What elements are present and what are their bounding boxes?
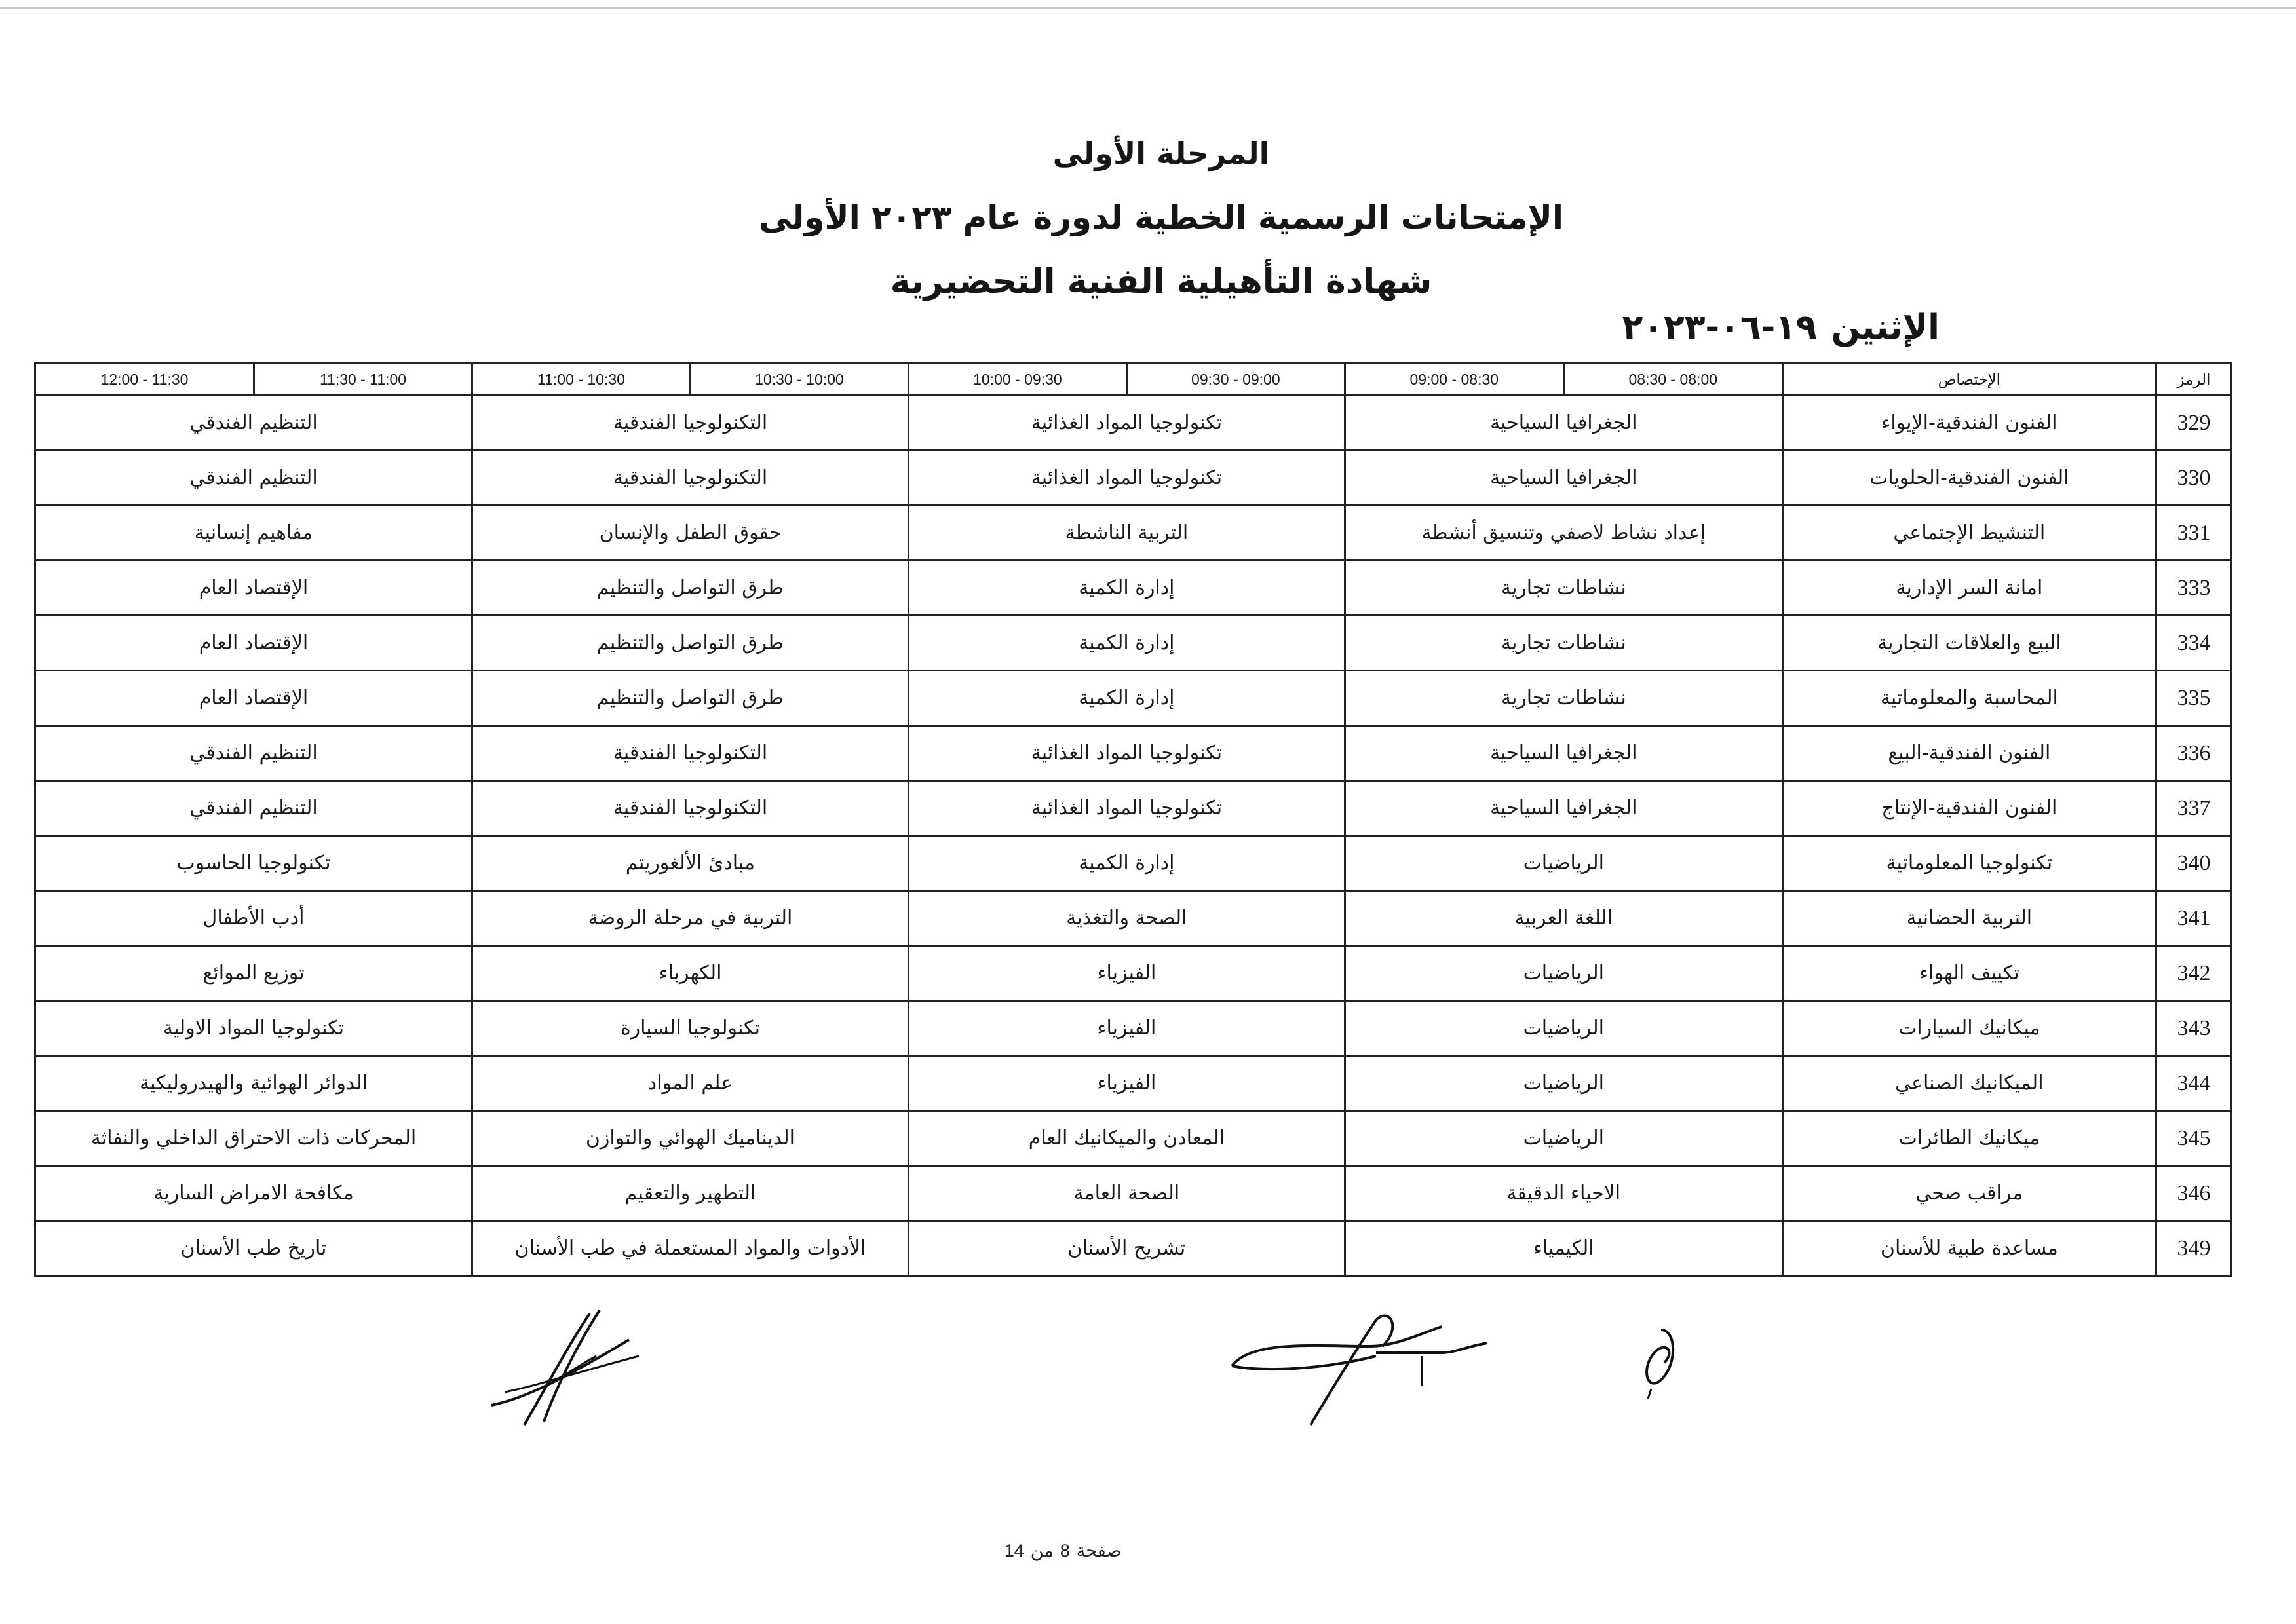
table-row: [35, 946, 2232, 1001]
subject-cell: تكنولوجيا المواد الغذائية: [908, 781, 1345, 836]
row-code: 329: [2156, 396, 2231, 451]
page-total: 14: [1004, 1541, 1024, 1560]
time-slot-header: 09:00 - 09:30: [1126, 364, 1345, 396]
subject-cell: طرق التواصل والتنظيم: [472, 561, 909, 616]
subject-cell: التكنولوجيا الفندقية: [472, 396, 909, 451]
subject-cell: الديناميك الهوائي والتوازن: [472, 1111, 909, 1166]
subject-cell: إعداد نشاط لاصفي وتنسيق أنشطة: [1345, 506, 1782, 561]
subject-cell: الفيزياء: [908, 1001, 1345, 1056]
subject-cell: تكنولوجيا المواد الغذائية: [908, 726, 1345, 781]
time-slot-header: 10:30 - 11:00: [472, 364, 691, 396]
subject-cell: التربية في مرحلة الروضة: [472, 891, 909, 946]
table-row: [35, 1166, 2232, 1221]
row-specialty: مراقب صحي: [1782, 1166, 2156, 1221]
row-specialty: ميكانيك السيارات: [1782, 1001, 2156, 1056]
subject-cell: تاريخ طب الأسنان: [35, 1221, 472, 1276]
row-specialty: ميكانيك الطائرات: [1782, 1111, 2156, 1166]
subject-cell: تكنولوجيا الحاسوب: [35, 836, 472, 891]
time-slot-header: 11:30 - 12:00: [35, 364, 254, 396]
subject-cell: الكهرباء: [472, 946, 909, 1001]
subject-cell: التنظيم الفندقي: [35, 396, 472, 451]
subject-cell: تشريح الأسنان: [908, 1221, 1345, 1276]
code-header: الرمز: [2156, 364, 2231, 396]
subject-cell: التكنولوجيا الفندقية: [472, 451, 909, 506]
time-slot-header: 10:00 - 10:30: [690, 364, 908, 396]
page-current: 8: [1060, 1541, 1070, 1560]
subject-cell: الرياضيات: [1345, 946, 1782, 1001]
subject-cell: الجغرافيا السياحية: [1345, 726, 1782, 781]
row-code: 336: [2156, 726, 2231, 781]
subject-cell: الفيزياء: [908, 1056, 1345, 1111]
table-row: [35, 616, 2232, 671]
subject-cell: الرياضيات: [1345, 1056, 1782, 1111]
subject-cell: الفيزياء: [908, 946, 1345, 1001]
row-code: 343: [2156, 1001, 2231, 1056]
row-code: 335: [2156, 671, 2231, 726]
subject-cell: تكنولوجيا المواد الغذائية: [908, 396, 1345, 451]
table-header-row: [35, 364, 2232, 396]
row-specialty: الفنون الفندقية-الحلويات: [1782, 451, 2156, 506]
subject-cell: مكافحة الامراض السارية: [35, 1166, 472, 1221]
table-row: [35, 836, 2232, 891]
subject-cell: تكنولوجيا المواد الغذائية: [908, 451, 1345, 506]
table-row: [35, 1111, 2232, 1166]
subject-cell: الأدوات والمواد المستعملة في طب الأسنان: [472, 1221, 909, 1276]
subject-cell: المحركات ذات الاحتراق الداخلي والنفاثة: [35, 1111, 472, 1166]
row-specialty: الفنون الفندقية-الإيواء: [1782, 396, 2156, 451]
subject-cell: الدوائر الهوائية والهيدروليكية: [35, 1056, 472, 1111]
row-specialty: البيع والعلاقات التجارية: [1782, 616, 2156, 671]
specialty-header: الإختصاص: [1782, 364, 2156, 396]
row-code: 330: [2156, 451, 2231, 506]
signature-left: [478, 1300, 649, 1431]
subject-cell: الرياضيات: [1345, 836, 1782, 891]
table-row: [35, 1001, 2232, 1056]
subject-cell: علم المواد: [472, 1056, 909, 1111]
row-code: 331: [2156, 506, 2231, 561]
table-row: [35, 506, 2232, 561]
subject-cell: الصحة العامة: [908, 1166, 1345, 1221]
signature-middle: [1225, 1307, 1501, 1431]
table-row: [35, 891, 2232, 946]
subject-cell: إدارة الكمية: [908, 836, 1345, 891]
row-specialty: المحاسبة والمعلوماتية: [1782, 671, 2156, 726]
row-code: 341: [2156, 891, 2231, 946]
subject-cell: التكنولوجيا الفندقية: [472, 726, 909, 781]
exam-date: [1573, 308, 1940, 347]
table-row: [35, 451, 2232, 506]
subject-cell: الإقتصاد العام: [35, 561, 472, 616]
subject-cell: الاحياء الدقيقة: [1345, 1166, 1782, 1221]
subject-cell: المعادن والميكانيك العام: [908, 1111, 1345, 1166]
row-specialty: امانة السر الإدارية: [1782, 561, 2156, 616]
row-specialty: الفنون الفندقية-البيع: [1782, 726, 2156, 781]
row-code: 345: [2156, 1111, 2231, 1166]
initial-mark: [1638, 1323, 1684, 1402]
subject-cell: الإقتصاد العام: [35, 671, 472, 726]
row-specialty: الميكانيك الصناعي: [1782, 1056, 2156, 1111]
time-slot-header: 11:00 - 11:30: [254, 364, 472, 396]
time-slot-header: 09:30 - 10:00: [908, 364, 1126, 396]
row-specialty: التنشيط الإجتماعي: [1782, 506, 2156, 561]
time-slot-header: 08:00 - 08:30: [1563, 364, 1782, 396]
subject-cell: الرياضيات: [1345, 1111, 1782, 1166]
subject-cell: تكنولوجيا المواد الاولية: [35, 1001, 472, 1056]
subject-cell: الجغرافيا السياحية: [1345, 451, 1782, 506]
row-code: 334: [2156, 616, 2231, 671]
row-code: 342: [2156, 946, 2231, 1001]
exam-title: الإمتحانات الرسمية الخطية لدورة عام ٢٠٢٣ الأولى: [758, 198, 1564, 236]
subject-cell: الجغرافيا السياحية: [1345, 396, 1782, 451]
row-code: 346: [2156, 1166, 2231, 1221]
subject-cell: الرياضيات: [1345, 1001, 1782, 1056]
exam-date-value: ١٩-٠٦-٢٠٢٣: [1622, 308, 1817, 347]
subject-cell: أدب الأطفال: [35, 891, 472, 946]
row-code: 344: [2156, 1056, 2231, 1111]
subject-cell: التنظيم الفندقي: [35, 781, 472, 836]
subject-cell: التنظيم الفندقي: [35, 726, 472, 781]
phase-title: المرحلة الأولى: [1052, 136, 1270, 171]
subject-cell: الجغرافيا السياحية: [1345, 781, 1782, 836]
subject-cell: إدارة الكمية: [908, 616, 1345, 671]
subject-cell: حقوق الطفل والإنسان: [472, 506, 909, 561]
page-word: صفحة: [1076, 1541, 1122, 1560]
table-row: [35, 726, 2232, 781]
subject-cell: نشاطات تجارية: [1345, 616, 1782, 671]
subject-cell: التربية الناشطة: [908, 506, 1345, 561]
subject-cell: طرق التواصل والتنظيم: [472, 616, 909, 671]
subject-cell: اللغة العربية: [1345, 891, 1782, 946]
subject-cell: إدارة الكمية: [908, 671, 1345, 726]
row-code: 337: [2156, 781, 2231, 836]
row-specialty: الفنون الفندقية-الإنتاج: [1782, 781, 2156, 836]
subject-cell: الإقتصاد العام: [35, 616, 472, 671]
row-specialty: تكييف الهواء: [1782, 946, 2156, 1001]
page-of-word: من: [1030, 1541, 1054, 1560]
time-slot-header: 08:30 - 09:00: [1345, 364, 1563, 396]
row-specialty: مساعدة طبية للأسنان: [1782, 1221, 2156, 1276]
subject-cell: الصحة والتغذية: [908, 891, 1345, 946]
row-code: 333: [2156, 561, 2231, 616]
subject-cell: تكنولوجيا السيارة: [472, 1001, 909, 1056]
table-row: [35, 671, 2232, 726]
subject-cell: الكيمياء: [1345, 1221, 1782, 1276]
row-specialty: تكنولوجيا المعلوماتية: [1782, 836, 2156, 891]
subject-cell: التكنولوجيا الفندقية: [472, 781, 909, 836]
row-code: 349: [2156, 1221, 2231, 1276]
subject-cell: طرق التواصل والتنظيم: [472, 671, 909, 726]
certificate-title: شهادة التأهيلية الفنية التحضيرية: [890, 262, 1432, 301]
exam-day: الإثنين: [1831, 308, 1940, 347]
table-row: [35, 396, 2232, 451]
subject-cell: نشاطات تجارية: [1345, 561, 1782, 616]
subject-cell: إدارة الكمية: [908, 561, 1345, 616]
subject-cell: نشاطات تجارية: [1345, 671, 1782, 726]
subject-cell: توزيع الموائع: [35, 946, 472, 1001]
scan-top-edge: [0, 7, 2296, 9]
table-row: [35, 561, 2232, 616]
subject-cell: التطهير والتعقيم: [472, 1166, 909, 1221]
table-row: [35, 781, 2232, 836]
exam-schedule-table: [34, 362, 2232, 1277]
page-number: [0, 1541, 2211, 1561]
subject-cell: مفاهيم إنسانية: [35, 506, 472, 561]
subject-cell: التنظيم الفندقي: [35, 451, 472, 506]
document-heading: [13, 121, 2296, 314]
table-row: [35, 1056, 2232, 1111]
table-row: [35, 1221, 2232, 1276]
row-code: 340: [2156, 836, 2231, 891]
subject-cell: مبادئ الألغوريتم: [472, 836, 909, 891]
row-specialty: التربية الحضانية: [1782, 891, 2156, 946]
